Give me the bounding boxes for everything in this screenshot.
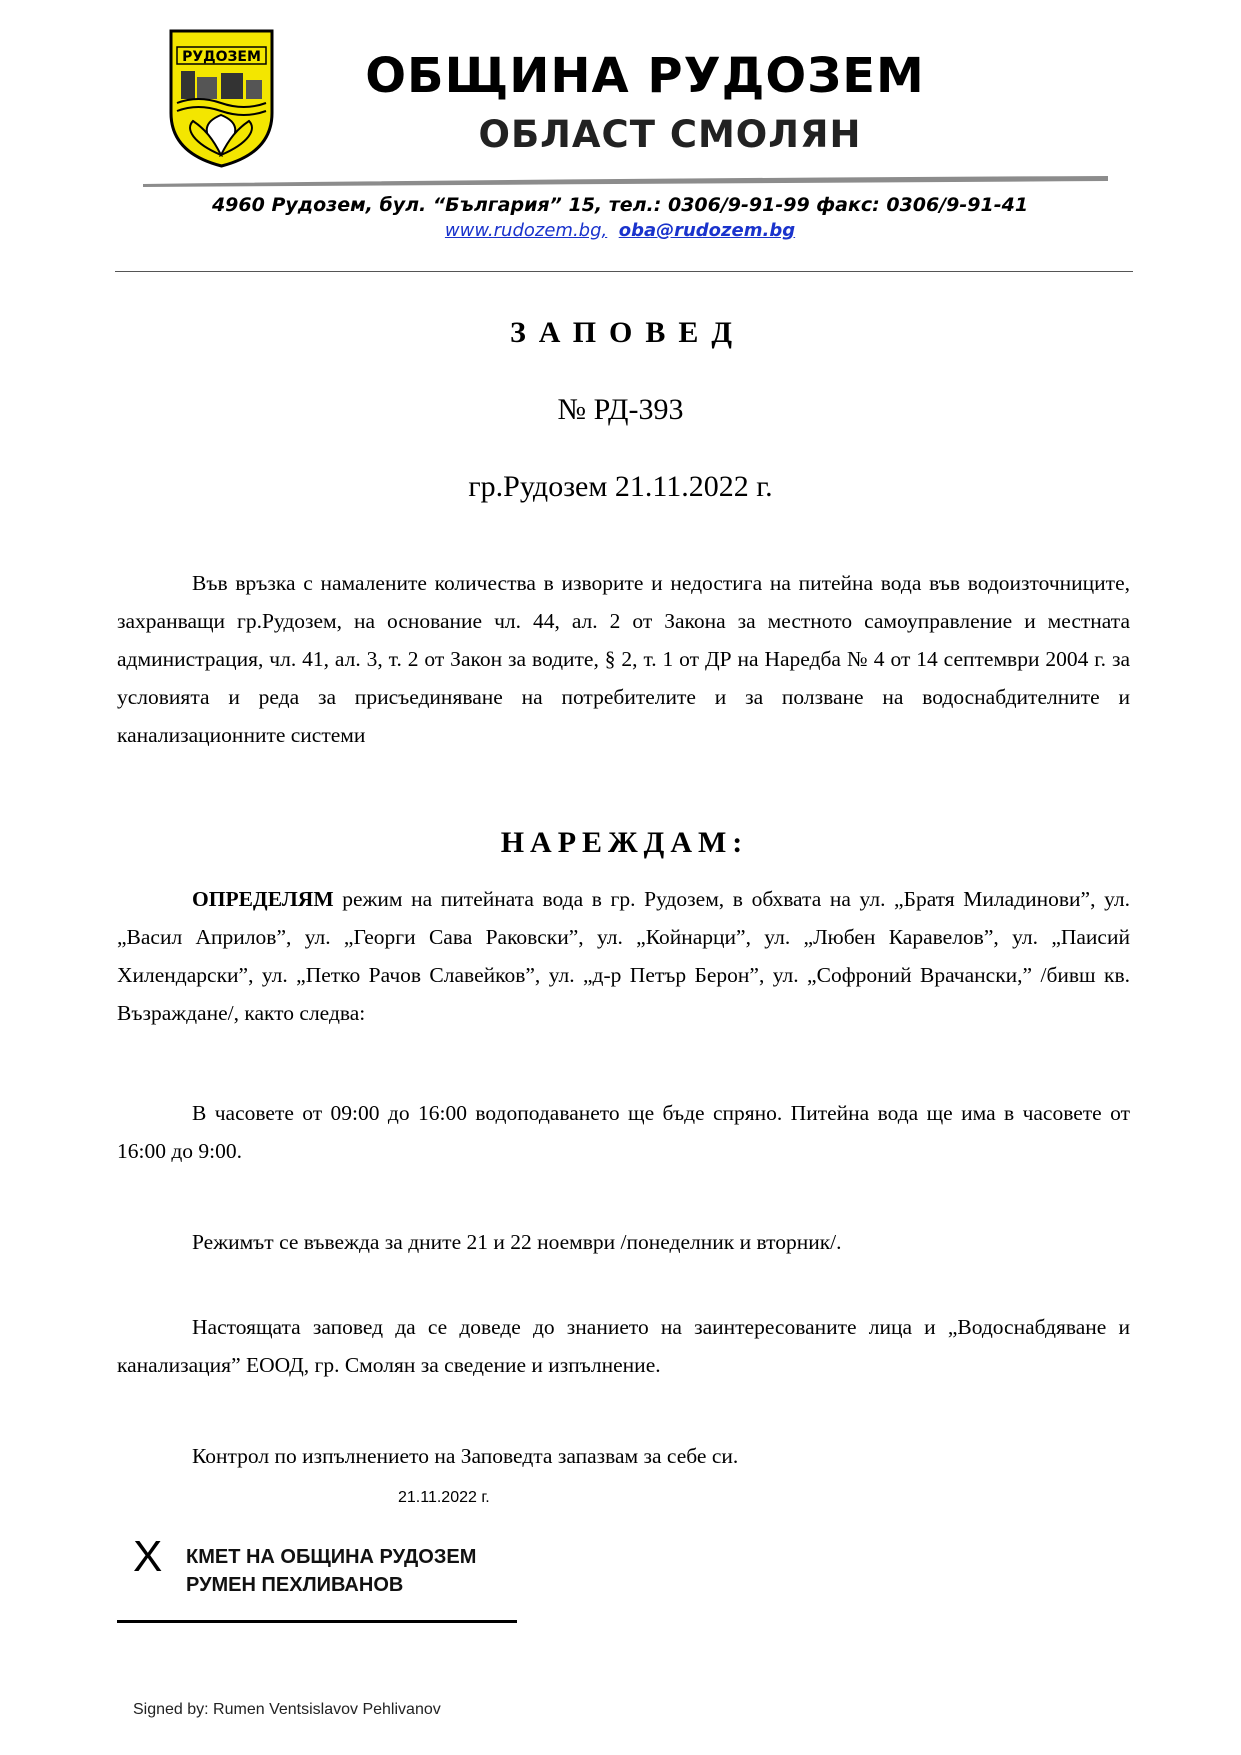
header-divider [115,271,1133,272]
website-link[interactable]: www.rudozem.bg, [444,220,608,241]
determine-keyword: ОПРЕДЕЛЯМ [192,887,334,911]
decree-heading: НАРЕЖДАМ: [500,826,749,859]
control-paragraph: Контрол по изпълнението на Заповедта запазвам за себе си. [192,1444,739,1468]
notify-paragraph: Настоящата заповед да се доведе до знанието на заинтересованите лица и „Водоснабдяване и канализация” ЕООД, гр. Смолян за сведение и изпълнение. [117,1315,1130,1377]
intro-paragraph: Във връзка с намалените количества в изворите и недостига на питейна вода във водоизточниците, захранващи гр.Рудозем, на основание чл. 44, ал. 2 от Закона за местното самоуправление и местната администрация, чл. 41, ал. 3, т. 2 от Закон за водите, § 2, т. 1 от ДР на Наредба № 4 от 14 септември 2004 г. за условията и реда за присъединяване на потребителите и за ползване на водоснабдителните и канализационните системи [117,571,1130,747]
crest-lettering: РУДОЗЕМ [182,49,261,65]
municipality-crest-logo [163,25,280,170]
document-title: ЗАПОВЕД [509,316,746,349]
municipality-name: ОБЩИНА РУДОЗЕМ [365,48,925,104]
signer-title: КМЕТ НА ОБЩИНА РУДОЗЕМ [186,1546,477,1568]
digital-signature-note: Signed by: Rumen Ventsislavov Pehlivanov [133,1701,441,1718]
signature-mark: X [133,1532,163,1581]
hours-paragraph: В часовете от 09:00 до 16:00 водоподаването ще бъде спряно. Питейна вода ще има в часовете от 16:00 до 9:00. [117,1101,1130,1163]
determine-text: режим на питейната вода в гр. Рудозем, в обхвата на ул. „Братя Миладинови”, ул. „Васил Априлов”, ул. „Георги Сава Раковски”, ул. „Койнарци”, ул. „Любен Каравелов”, ул. „Паисий Хилендарски”, ул. „Петко Рачов Славейков”, ул. „д-р Петър Берон”, ул. „Софроний Врачански,” /бивш кв. Възраждане/, както следва: [117,887,1131,1025]
email-link[interactable]: oba@rudozem.bg [618,220,796,241]
province-name: ОБЛАСТ СМОЛЯН [478,113,862,156]
order-number: № РД-393 [557,393,684,426]
contact-address: 4960 Рудозем, бул. “България” 15, тел.: 0306/9-91-99 факс: 0306/9-91-41 [211,194,1029,216]
order-place-date: гр.Рудозем 21.11.2022 г. [468,470,773,503]
determine-paragraph [117,880,1130,1032]
days-paragraph: Режимът се въвежда за дните 21 и 22 ноември /понеделник и вторник/. [192,1230,842,1254]
signature-line [117,1620,517,1623]
signature-date: 21.11.2022 г. [398,1489,490,1506]
signer-name: РУМЕН ПЕХЛИВАНОВ [186,1574,404,1596]
header-decorative-rule [143,175,1108,189]
contact-links [250,220,990,241]
